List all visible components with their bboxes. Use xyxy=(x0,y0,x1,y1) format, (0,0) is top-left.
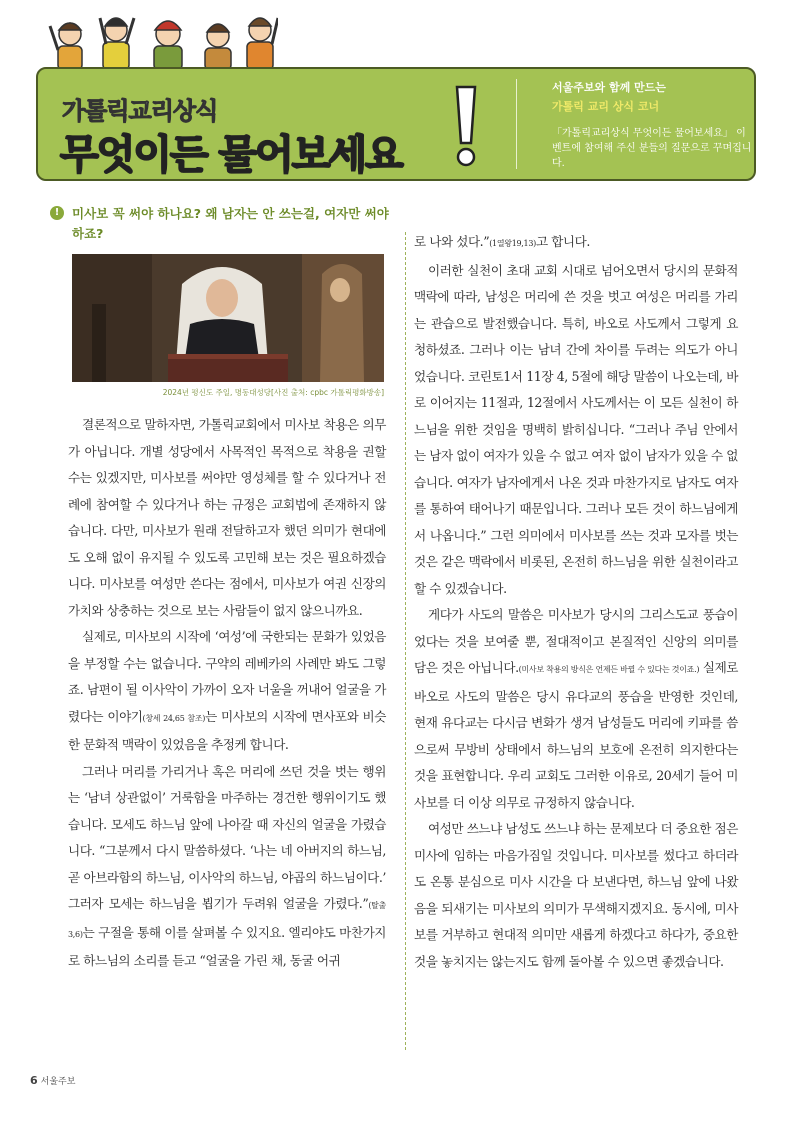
paragraph-text-continued: 는 미사보의 시작에 면사포와 비슷한 문화적 맥락이 있었음을 추정케 합니다. xyxy=(68,708,386,752)
paragraph xyxy=(414,229,738,258)
paragraph xyxy=(68,624,386,759)
parenthetical-note: (미사보 착용의 방식은 언제든 바뀔 수 있다는 것이죠.) xyxy=(518,665,700,674)
bible-citation: (창세 24,65 참조) xyxy=(142,713,206,723)
banner-info-line2: 가톨릭 교리 상식 코너 xyxy=(552,100,660,113)
paragraph-text: 로 나와 섰다.” xyxy=(414,234,490,249)
paragraph xyxy=(68,412,386,624)
paragraph-text-continued: 고 합니다. xyxy=(535,234,590,249)
paragraph-text: 결론적으로 말하자면, 가톨릭교회에서 미사보 착용은 의무가 아닙니다. 개별 성당에서 사목적인 목적으로 착용을 권할 수는 있겠지만, 미사보를 써야만 영성체를 할 수 있다거나 전례에 참여할 수 있다거나 하는 규정은 교회법에 존재하지 않습니다. 다만, 미사보가 원래 전달하고자 했던 의미가 현대에도 오해 없이 유지될 수 있도록 고민해 보는 것은 필요하겠습니다. 미사보를 여성만 쓴다는 점에서, 미사보가 여권 신장의 가치와 상충하는 것으로 보는 사람들이 없지 않으니까요. xyxy=(68,417,386,618)
banner-title xyxy=(60,123,402,180)
column-divider xyxy=(405,232,406,1050)
article-column-left xyxy=(68,412,386,975)
paragraph xyxy=(68,759,386,975)
paragraph xyxy=(414,602,738,816)
paragraph xyxy=(414,816,738,975)
paragraph-text: 그러나 머리를 가리거나 혹은 머리에 쓰던 것을 벗는 행위는 ‘남녀 상관없이’ 거룩함을 마주하는 경건한 행위이기도 했습니다. 모세도 하느님 앞에 나아갈 때 자신의 얼굴을 가렸습니다. “그분께서 다시 말씀하셨다. ‘나는 네 아버지의 하느님, 곧 아브라함의 하느님, 이사악의 하느님, 야곱의 하느님이다.’ 그러자 모세는 하느님을 뵙기가 두려워 얼굴을 가렸다.” xyxy=(68,763,386,911)
page-number: 6 xyxy=(30,1074,38,1087)
paragraph-text: 실제로, 미사보의 시작에 ‘여성’에 국한되는 문화가 있었음을 부정할 수는 없습니다. 구약의 레베카의 사례만 봐도 그렇죠. 남편이 될 이사악이 가까이 오자 너울을 꺼내어 얼굴을 가렸다는 이야기 xyxy=(68,629,386,724)
publication-name: 서울주보 xyxy=(40,1077,76,1087)
banner-info-description: 「가톨릭교리상식 무엇이든 물어보세요」 이벤트에 참여해 주신 분들의 질문으로 꾸며집니다. xyxy=(552,128,752,169)
question-alert-icon: ! xyxy=(50,206,64,220)
paragraph-text: 게다가 사도의 말씀은 미사보가 당시의 그리스도교 풍습이었다는 것을 보여줄 뿐, 절대적이고 본질적인 신앙의 의미를 담은 것은 아닙니다. xyxy=(414,607,738,675)
exclamation-mark-icon xyxy=(453,85,479,167)
bible-citation: (1열왕19,13) xyxy=(489,239,536,248)
cartoon-characters-illustration xyxy=(48,6,278,70)
paragraph-text-continued: 실제로 바오로 사도의 말씀은 당시 유다교의 풍습을 반영한 것인데, 현재 유다교는 다시금 변화가 생겨 남성들도 머리에 키파를 씀으로써 무방비 상태에서 하느님의 보호에 온전히 의지한다는 것을 표현합니다. 우리 교회도 그러한 이유로, 20세기 들어 미사보를 더 이상 의무로 규정하지 않습니다. xyxy=(414,660,739,810)
banner-info-line1: 서울주보와 함께 만드는 xyxy=(552,81,666,94)
banner-title-highlight: 무엇이든 xyxy=(60,132,207,178)
banner-title-rest: 물어보세요 xyxy=(218,132,402,178)
paragraph-text: 이러한 실천이 초대 교회 시대로 넘어오면서 당시의 문화적 맥락에 따라, 남성은 머리에 쓴 것을 벗고 여성은 머리를 가리는 관습으로 발전했습니다. 특히, 바오로 사도께서 그렇게 요청하셨죠. 그러나 이는 남녀 간에 차이를 두려는 의도가 아니었습니다. 코린토1서 11장 4, 5절에 해당 말씀이 나오는데, 바로 이어지는 11절과, 12절에서 사도께서는 이 모든 실천이 하느님을 위한 것임을 명백히 밝히십니다. “그러나 주님 안에서는 남자 없이 여자가 있을 수 없고 여자 없이 남자가 있을 수 없습니다. 여자가 남자에게서 나온 것과 마찬가지로 남자도 여자를 통하여 태어나기 때문입니다. 그러나 모든 것이 하느님에게서 나옵니다.” 그런 의미에서 미사보를 쓰는 것과 모자를 벗는 것은 같은 맥락에서 비롯된, 온전히 하느님을 위한 실천이라고 할 수 있겠습니다. xyxy=(414,262,738,596)
banner-divider xyxy=(516,79,517,169)
banner-info xyxy=(552,79,752,171)
question-text: 미사보 꼭 써야 하나요? 왜 남자는 안 쓰는걸, 여자만 써야 하죠? xyxy=(72,206,389,241)
banner-subtitle: 가톨릭교리상식 xyxy=(62,97,218,125)
page-footer xyxy=(30,1074,75,1087)
banner-title-area xyxy=(38,69,478,179)
paragraph xyxy=(414,258,738,603)
bible-citation: (탈출 3,6) xyxy=(68,901,386,939)
paragraph-text-continued: 는 구절을 통해 이를 살펴볼 수 있지요. 엘리야도 마찬가지로 하느님의 소리를 듣고 “얼굴을 가린 채, 동굴 어귀 xyxy=(68,924,386,968)
header-banner xyxy=(36,67,756,181)
photo-woman-with-veil xyxy=(72,254,384,382)
photo-caption: 2024년 평신도 주일, 명동대성당[사진 출처: cpbc 가톨릭평화방송] xyxy=(162,388,384,397)
paragraph-text: 여성만 쓰느냐 남성도 쓰느냐 하는 문제보다 더 중요한 점은 미사에 임하는 마음가짐일 것입니다. 미사보를 썼다고 하더라도 온통 분심으로 미사 시간을 다 보낸다면, 하느님 앞에 나왔음을 되새기는 미사보의 의미가 무색해지겠지요. 동시에, 미사보를 거부하고 현대적 의미만 새롭게 하겠다고 하다가, 중요한 것을 놓치지는 않는지도 함께 돌아볼 수 있으면 좋겠습니다. xyxy=(414,821,738,969)
article-column-right xyxy=(414,229,738,975)
